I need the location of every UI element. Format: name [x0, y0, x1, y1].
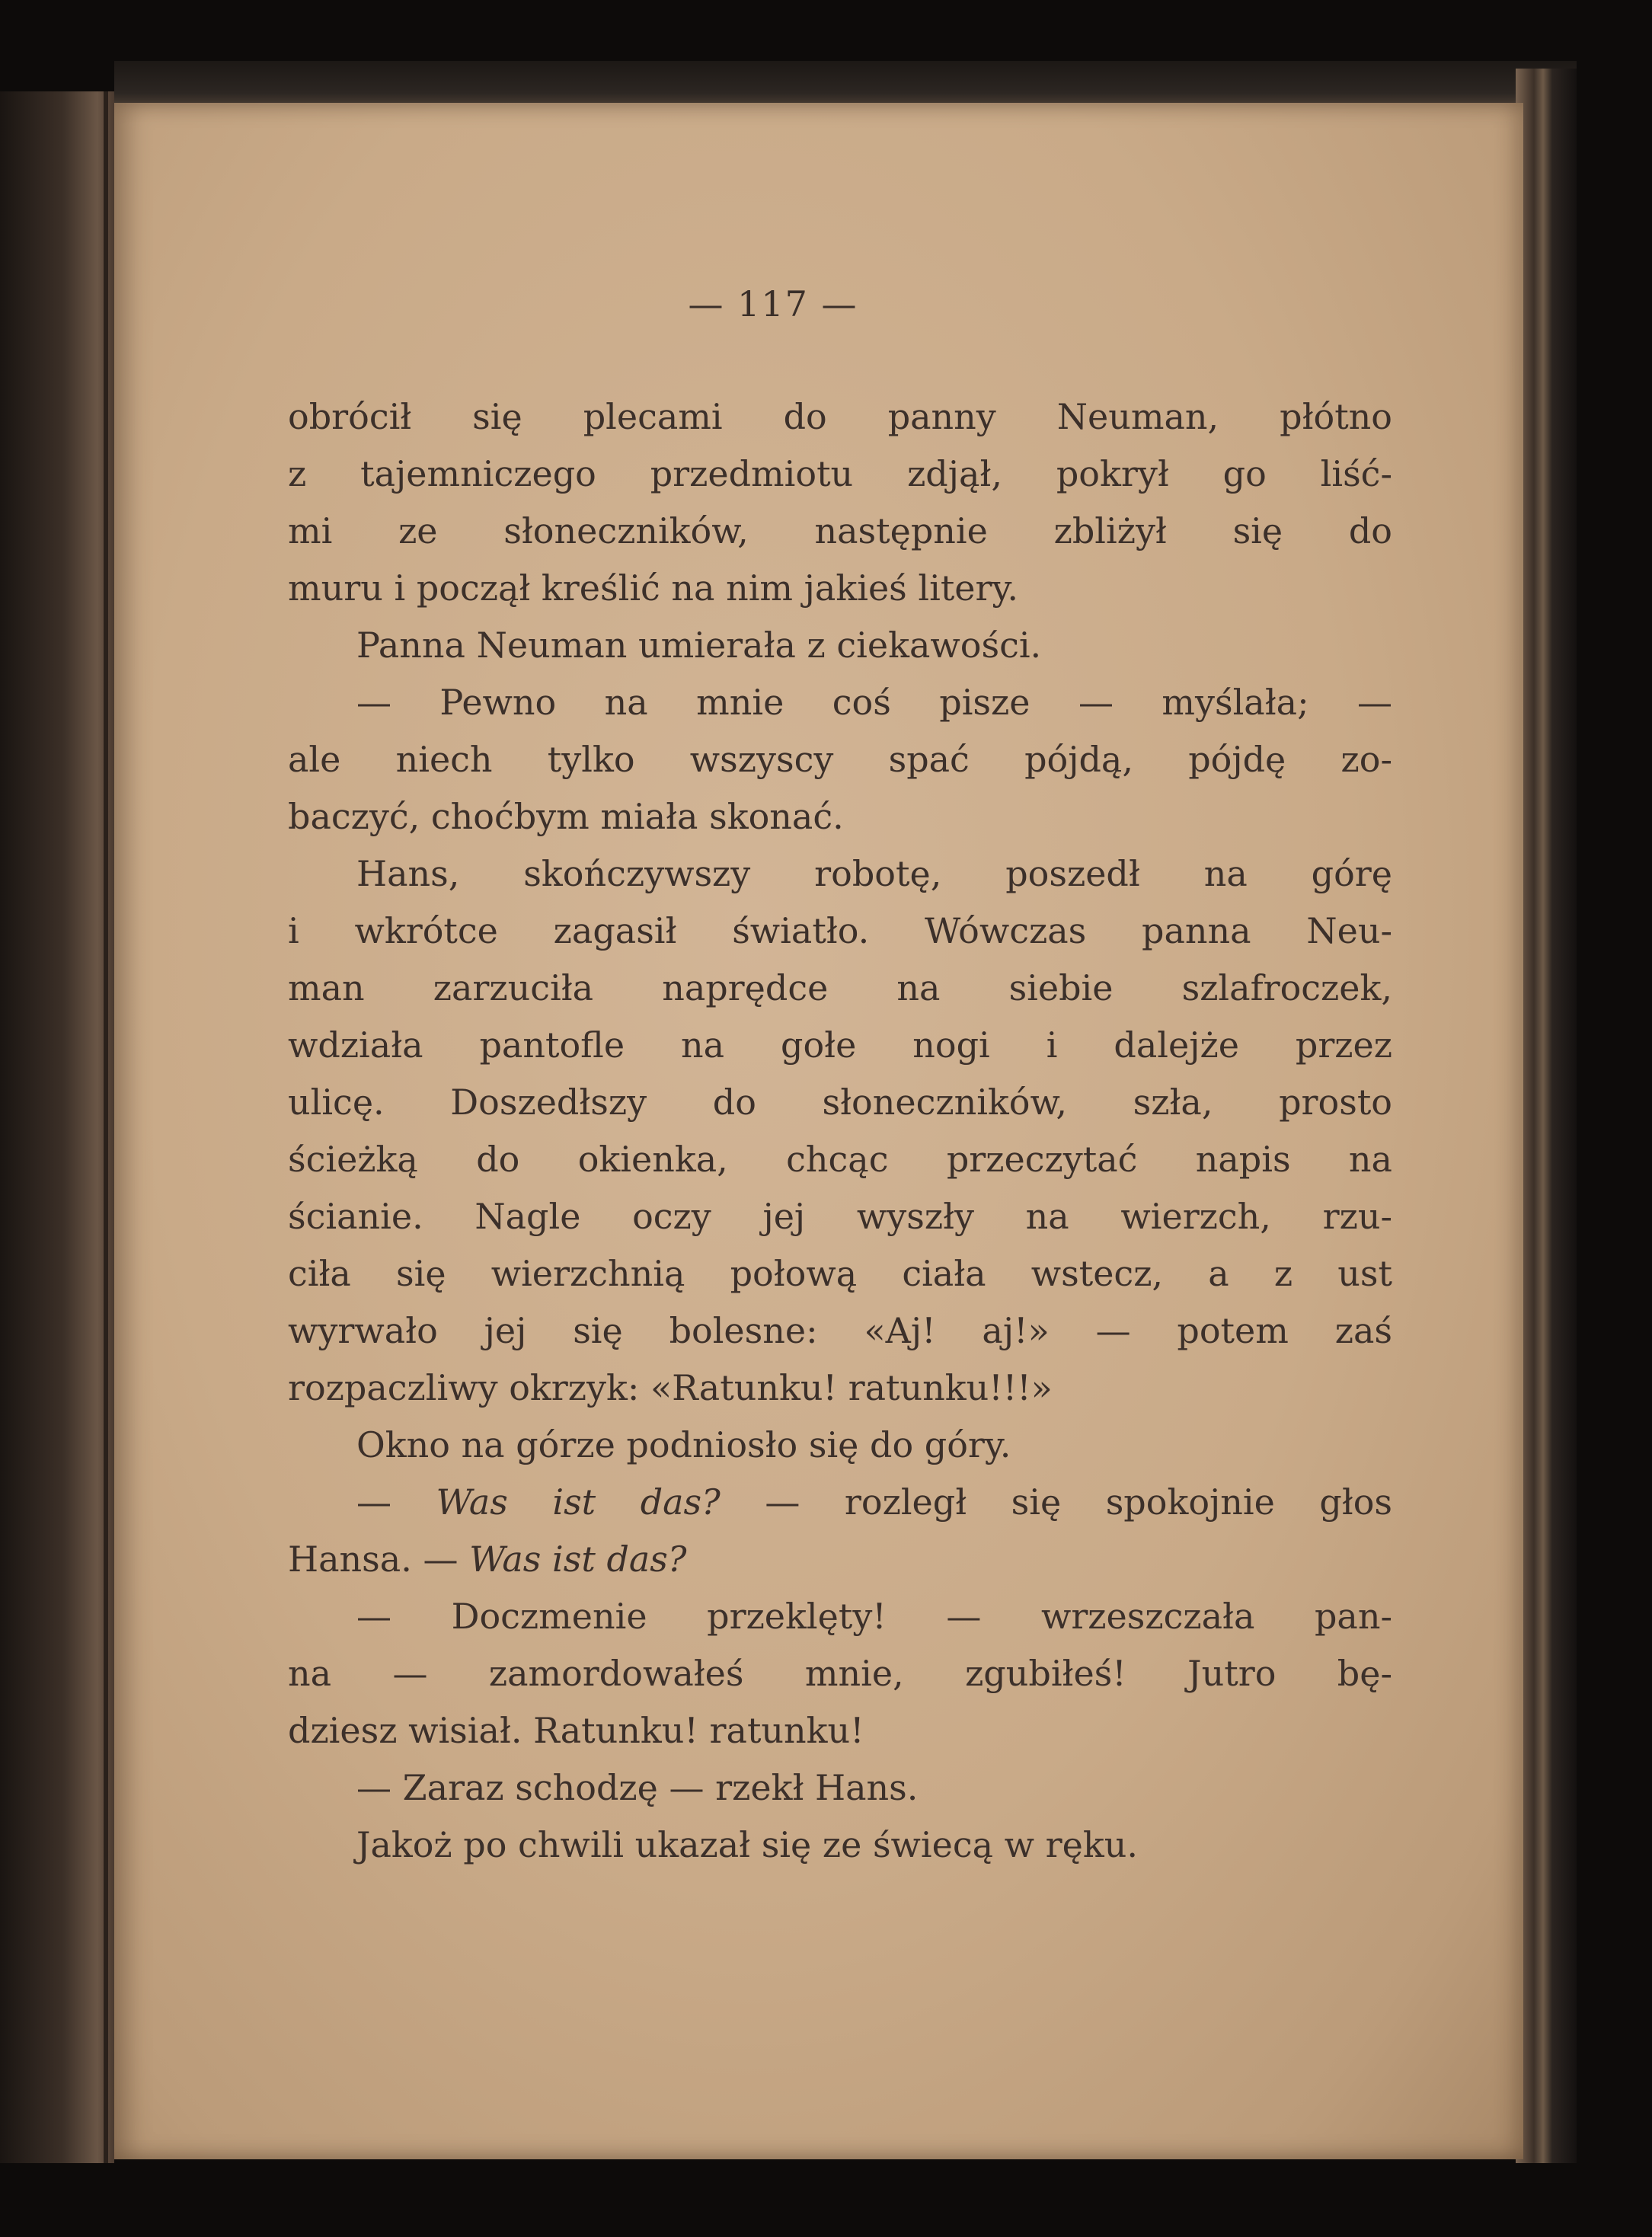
text-line: wyrwało jej się bolesne: «Aj! aj!» — potem zaś: [288, 1310, 1392, 1351]
paragraph-lines-top: [288, 388, 1392, 1474]
text-line: wdziała pantofle na gołe nogi i dalejże przez: [288, 1024, 1392, 1066]
dash: —: [356, 1481, 391, 1523]
text-line: — Pewno na mnie coś pisze — myślała; —: [356, 682, 1392, 723]
text-line: — Doczmenie przeklęty! — wrzeszczała pan-: [356, 1596, 1392, 1637]
text-line: rozpaczliwy okrzyk: «Ratunku! ratunku!!!»: [288, 1367, 1053, 1408]
text-line: z tajemniczego przedmiotu zdjął, pokrył go liść-: [288, 453, 1392, 494]
text-line: obrócił się plecami do panny Neuman, płótno: [288, 396, 1392, 437]
paragraph-lines-bottom: [288, 1588, 1392, 1874]
text-line: Okno na górze podniosło się do góry.: [356, 1424, 1011, 1465]
text-line: i wkrótce zagasił światło. Wówczas panna Neu-: [288, 910, 1392, 951]
text-line: dziesz wisiał. Ratunku! ratunku!: [288, 1710, 864, 1751]
facing-page-edge: [0, 91, 114, 2163]
text-line: — Zaraz schodzę — rzekł Hans.: [356, 1767, 919, 1808]
italic-phrase: Was ist das?: [469, 1539, 687, 1580]
italic-phrase: Was ist das?: [436, 1481, 721, 1523]
text-line: muru i począł kreślić na nim jakieś litery.: [288, 567, 1019, 609]
text-line: baczyć, choćbym miała skonać.: [288, 796, 844, 837]
text-line: ciła się wierzchnią połową ciała wstecz, a z ust: [288, 1253, 1392, 1294]
text-line: ale niech tylko wszyscy spać pójdą, pójdę zo-: [288, 739, 1392, 780]
text-line: Hans, skończywszy robotę, poszedł na górę: [356, 853, 1392, 894]
text-line: na — zamordowałeś mnie, zgubiłeś! Jutro bę-: [288, 1653, 1392, 1694]
text-line: ulicę. Doszedłszy do słoneczników, szła, prosto: [288, 1082, 1392, 1123]
book-page: [114, 103, 1523, 2159]
line-pre: Hansa. —: [288, 1539, 459, 1580]
text-line: mi ze słoneczników, następnie zbliżył się do: [288, 510, 1392, 551]
text-line: ścianie. Nagle oczy jej wyszły na wierzch, rzu-: [288, 1196, 1392, 1237]
text-line-was-ist-das-1: [288, 1474, 1392, 1531]
text-line: ścieżką do okienka, chcąc przeczytać napis na: [288, 1139, 1392, 1180]
body-text: [288, 388, 1392, 1874]
text-line: Jakoż po chwili ukazał się ze świecą w ręku.: [356, 1824, 1138, 1865]
binding-edge: [104, 91, 108, 2163]
page-number: — 117 —: [688, 283, 858, 324]
text-line: man zarzuciła naprędce na siebie szlafroczek,: [288, 967, 1392, 1008]
text-line: Panna Neuman umierała z ciekawości.: [356, 625, 1042, 666]
right-cover-edge: [1516, 69, 1577, 2163]
top-cover-edge: [114, 61, 1577, 107]
text-line-was-ist-das-2: [288, 1531, 1392, 1588]
line-rest: — rozległ się spokojnie głos: [765, 1481, 1393, 1523]
